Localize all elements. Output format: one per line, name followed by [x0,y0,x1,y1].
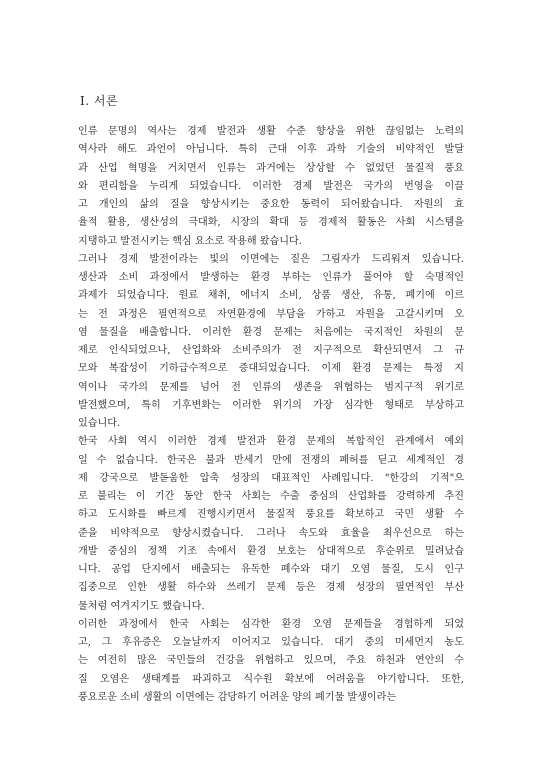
text-line: 율적 활용, 생산성의 극대화, 시장의 확대 등 경제적 활동은 사회 시스템을 [78,217,464,229]
text-line: 그러나 경제 발전이라는 빛의 이면에는 짙은 그림자가 드리워져 있습니다. [78,253,464,265]
text-line: 제 강국으로 발돋움한 압축 성장의 대표적인 사례입니다. "한강의 기적"으 [78,472,464,484]
text-line: 고 개인의 삶의 질을 향상시키는 중요한 동력이 되어왔습니다. 자원의 효 [78,199,464,210]
paragraph [78,433,464,616]
text-line: 역이나 국가의 문제를 넘어 전 인류의 생존을 위협하는 범지구적 위기로 [78,381,464,393]
text-line: 과 산업 혁명을 거치면서 인류는 과거에는 상상할 수 없었던 물질적 풍요 [78,162,464,174]
text-line: 는 여전히 많은 국민들의 건강을 위협하고 있으며, 주요 하천과 연안의 수 [78,655,464,667]
paragraph [78,251,464,434]
text-line: 역사라 해도 과언이 아닙니다. 특히 근대 이후 과학 기술의 비약적인 발달 [78,144,464,156]
text-line: 물처럼 여겨지기도 했습니다. [78,600,205,612]
text-line: 개발 중심의 정책 기조 속에서 환경 보호는 상대적으로 후순위로 밀려났습 [78,545,464,557]
text-line: 인류 문명의 역사는 경제 발전과 생활 수준 향상을 위한 끊임없는 노력의 [78,126,464,137]
text-line: 로 불리는 이 기간 동안 한국 사회는 수출 중심의 산업화를 강력하게 추진 [78,491,464,502]
text-line: 지탱하고 발전시키는 핵심 요소로 작용해 왔습니다. [78,235,303,247]
text-line: 와 편리함을 누리게 되었습니다. 이러한 경제 발전은 국가의 번영을 이끌 [78,180,464,192]
text-line: 염 물질을 배출합니다. 이러한 환경 문제는 처음에는 국지적인 차원의 문 [78,326,464,338]
text-line: 질 오염은 생태계를 파괴하고 식수원 확보에 어려움을 야기합니다. 또한, [78,673,464,685]
text-line: 는 전 과정은 필연적으로 자연환경에 부담을 가하고 자원을 고갈시키며 오 [78,308,464,320]
text-line: 발전했으며, 특히 기후변화는 이러한 위기의 가장 심각한 형태로 부상하고 [78,399,464,411]
text-line: 한국 사회 역시 이러한 경제 발전과 환경 문제의 복합적인 관계에서 예외 [78,436,464,448]
text-line: 모와 복잡성이 기하급수적으로 증대되었습니다. 이제 환경 문제는 특정 지 [78,363,464,375]
text-line: 있습니다. [78,418,121,429]
section-title: Ⅰ. 서론 [80,94,119,108]
text-line: 풍요로운 소비 생활의 이면에는 감당하기 어려운 양의 폐기물 발생이라는 [78,691,397,703]
paragraph [78,123,464,251]
text-line: 하고 도시화를 빠르게 진행시키면서 물질적 풍요를 확보하고 국민 생활 수 [78,509,464,521]
body-text [78,123,464,707]
text-line: 제로 인식되었으나, 산업화와 소비주의가 전 지구적으로 확산되면서 그 규 [78,345,464,356]
text-line: 니다. 공업 단지에서 배출되는 유독한 폐수와 대기 오염 물질, 도시 인구 [78,564,464,575]
text-line: 준을 비약적으로 향상시켰습니다. 그러나 속도와 효율을 최우선으로 하는 [78,527,464,539]
text-line: 생산과 소비 과정에서 발생하는 환경 부하는 인류가 풀어야 할 숙명적인 [78,272,464,283]
text-line: 과제가 되었습니다. 원료 채취, 에너지 소비, 상품 생산, 유통, 폐기에 이르 [78,290,464,302]
text-line: 일 수 없습니다. 한국은 불과 반세기 만에 전쟁의 폐허를 딛고 세계적인 경 [78,454,464,466]
text-line: 고, 그 후유증은 오늘날까지 이어지고 있습니다. 대기 중의 미세먼지 농도 [78,637,464,648]
paragraph [78,616,464,707]
text-line: 이러한 과정에서 한국 사회는 심각한 환경 오염 문제들을 경험하게 되었 [78,618,464,630]
text-line: 집중으로 인한 생활 하수와 쓰레기 문제 등은 경제 성장의 필연적인 부산 [78,582,464,594]
